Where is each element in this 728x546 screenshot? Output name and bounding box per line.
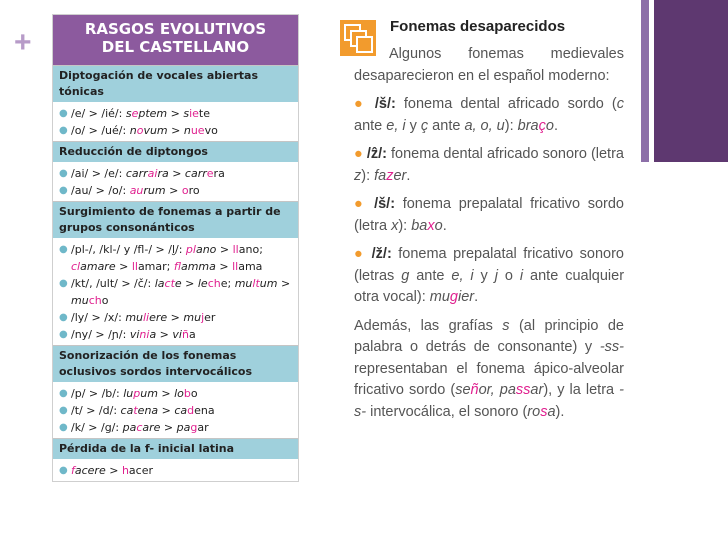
text-run: ch [88, 294, 102, 307]
text-run: ll [232, 260, 239, 273]
text-run: mu [125, 311, 143, 324]
list-item [59, 182, 292, 199]
table-header [53, 15, 298, 65]
text-run: fonema dental africado sonoro (letra [386, 146, 624, 162]
text-run: e > le [174, 277, 208, 290]
text-run: ier [457, 289, 475, 305]
text-run: amare > [80, 260, 132, 273]
text-run: au [129, 184, 144, 197]
text-run: ante [409, 267, 452, 284]
panel-bullet [354, 144, 624, 187]
text-run: pa [122, 421, 137, 434]
text-run: j [201, 311, 205, 324]
text-run: /p/ > /b/: [71, 387, 124, 400]
text-run: ll [232, 243, 239, 256]
text-run: s [125, 107, 132, 120]
text-run: vo [204, 124, 218, 137]
bullet-icon: ● [354, 246, 372, 262]
text-run: ano > [195, 243, 233, 256]
text-run: ue [190, 124, 205, 137]
bullet-icon: ● [354, 146, 367, 162]
panel-bullet [354, 194, 624, 237]
text-run: vi [129, 328, 140, 341]
text-run: . [474, 289, 479, 305]
text-run: i [519, 267, 524, 284]
text-run: se [455, 382, 471, 398]
text-run: d [187, 404, 195, 417]
text-run: ch [207, 277, 221, 290]
section-heading: Reducción de diptongos [53, 141, 298, 162]
text-run: um > lo [140, 387, 184, 400]
text-run: ñ [470, 382, 479, 398]
text-run: bra [517, 117, 539, 134]
text-run: te [198, 107, 210, 120]
text-run: g [190, 421, 198, 434]
text-run: acere > [74, 464, 122, 477]
text-run: n [129, 124, 137, 137]
list-item [59, 309, 292, 326]
decorative-bar-light [641, 0, 649, 162]
text-run: /o/ > /ué/: [71, 124, 130, 137]
text-run: o [434, 217, 443, 234]
bullet-icon: ● [59, 388, 68, 399]
text-run: -ss- [599, 339, 624, 355]
text-run: are > pa [142, 421, 191, 434]
text-run: y [405, 117, 421, 134]
text-run: ): [398, 217, 412, 234]
text-run: representaban el fonema ápico-alveolar fricativo sordo ( [354, 360, 624, 398]
text-run: /t/ > /d/: [71, 404, 121, 417]
bullet-icon: ● [59, 108, 68, 119]
text-run: ll [131, 260, 138, 273]
text-run: /e/ > /ié/: [71, 107, 126, 120]
panel-bullets [354, 94, 624, 309]
text-run: o [101, 294, 109, 307]
item-text [71, 165, 292, 182]
text-run: /ž/: [371, 246, 392, 262]
text-run: lu [123, 387, 134, 400]
section-body [53, 162, 298, 201]
item-text [71, 326, 292, 343]
text-run: x [427, 217, 435, 234]
text-run: a > vi [149, 328, 182, 341]
text-run: /š/: [374, 96, 396, 112]
text-run: /ly/ > /x/: [71, 311, 126, 324]
text-run: . [406, 167, 411, 184]
list-item [59, 326, 292, 343]
list-item [59, 165, 292, 182]
text-run: ): [361, 167, 375, 184]
text-run: e [206, 167, 214, 180]
text-run: ena [194, 404, 215, 417]
text-run: ama [238, 260, 263, 273]
text-run: mu [234, 277, 253, 290]
item-text [71, 402, 292, 419]
bullet-icon: ● [59, 329, 68, 340]
text-run: fonema prepalatal fricativo sordo (letra [354, 196, 624, 234]
table-sections [53, 65, 298, 481]
text-run: cl [71, 260, 81, 273]
text-run: x [391, 217, 399, 234]
text-run: t [133, 404, 138, 417]
text-run: e, i [451, 267, 474, 284]
decorative-bar-dark [654, 0, 728, 162]
text-run: ss [515, 382, 531, 398]
text-run: c [616, 96, 624, 112]
text-run: ), y la letra [543, 382, 620, 398]
text-run: o [497, 267, 520, 284]
text-run: Además, las grafías [354, 317, 503, 334]
text-run: um > mu [71, 277, 291, 307]
text-run: er [204, 311, 216, 324]
text-run: f [71, 464, 75, 477]
section-body [53, 238, 298, 345]
text-run: ere > mu [149, 311, 202, 324]
text-run: ante [354, 117, 387, 134]
item-text [71, 182, 292, 199]
text-run: j [494, 267, 498, 284]
panel-outro [354, 316, 624, 424]
text-run: ni [139, 328, 150, 341]
text-run: g [449, 289, 458, 305]
table-title-line1: RASGOS EVOLUTIVOS [84, 20, 267, 38]
bullet-icon: ● [59, 312, 68, 323]
panel-title: Fonemas desaparecidos [390, 18, 566, 35]
text-run: /ai/ > /e/: [71, 167, 126, 180]
table-title-line2: DEL CASTELLANO [101, 38, 250, 56]
text-run: ). [555, 403, 565, 420]
text-run: /ẑ/: [366, 146, 387, 162]
bullet-icon: ● [59, 125, 68, 136]
text-run: ro [188, 184, 200, 197]
text-run: ca [120, 404, 134, 417]
text-run: fa [374, 167, 387, 184]
plus-decoration: + [14, 26, 32, 59]
text-run: ç [420, 117, 429, 134]
text-run: /š/: [374, 196, 396, 212]
text-run: -s- [354, 382, 624, 420]
list-item [59, 122, 292, 139]
text-run: z [354, 167, 362, 184]
text-run: acer [128, 464, 154, 477]
text-run: lt [252, 277, 260, 290]
section-body [53, 459, 298, 481]
panel-body [354, 44, 624, 430]
text-run: /au/ > /o/: [71, 184, 130, 197]
text-run: ai [147, 167, 158, 180]
text-run: e; [220, 277, 235, 290]
text-run: s [502, 317, 510, 334]
text-run: e [131, 107, 139, 120]
text-run: mu [429, 289, 450, 305]
text-run: a [188, 328, 196, 341]
bullet-icon: ● [59, 168, 68, 179]
panel-bullet [354, 94, 624, 137]
text-run: amar; [137, 260, 174, 273]
text-run: ante [428, 117, 465, 134]
text-run: ano; [238, 243, 263, 256]
text-run: (al principio de palabra o detrás de consonante) y [354, 317, 624, 355]
section-body [53, 102, 298, 141]
text-run: o [136, 124, 144, 137]
item-text [71, 122, 292, 139]
section-heading: Pérdida de la f- inicial latina [53, 438, 298, 459]
text-run: or, pa [478, 382, 516, 398]
text-run: ra [213, 167, 225, 180]
text-run: p [133, 387, 141, 400]
list-item [59, 275, 292, 309]
item-text [71, 309, 292, 326]
text-run: ba [411, 217, 428, 234]
text-run: z [386, 167, 394, 184]
list-item [59, 419, 292, 436]
section-heading: Diptogación de vocales abiertas tónicas [53, 65, 298, 102]
text-run: o [190, 387, 198, 400]
text-run: . [442, 217, 447, 234]
text-run: fl [173, 260, 181, 273]
rasgos-table [52, 14, 299, 482]
item-text [71, 419, 292, 436]
text-run: a [547, 403, 556, 420]
text-run: s [540, 403, 548, 420]
text-run: /kt/, /ult/ > /č/: [71, 277, 155, 290]
text-run: a, o, u [464, 117, 505, 134]
bullet-icon: ● [59, 422, 68, 433]
panel-intro: Algunos fonemas medievales desaparecieron en el español moderno: [354, 46, 624, 84]
text-run: fonema dental africado sordo ( [395, 96, 617, 112]
text-run: ç [538, 117, 546, 134]
text-run: ie [189, 107, 199, 120]
text-run: ): [504, 117, 518, 134]
text-run: ena > ca [137, 404, 188, 417]
text-run: h [121, 464, 129, 477]
bullet-icon: ● [354, 96, 375, 112]
bullet-icon: ● [354, 196, 375, 212]
text-run: vum > n [143, 124, 191, 137]
bullet-icon: ● [59, 465, 68, 476]
bullet-icon: ● [59, 278, 68, 289]
item-text [71, 105, 292, 122]
item-text [71, 385, 292, 402]
text-run: rum > [143, 184, 182, 197]
text-run: ñ [181, 328, 189, 341]
text-run: ar [197, 421, 209, 434]
text-run: /k/ > /g/: [71, 421, 123, 434]
text-run: o [181, 184, 189, 197]
text-run: y [473, 267, 495, 284]
item-text [71, 462, 292, 479]
panel-bullet [354, 244, 624, 309]
text-run: fonema prepalatal fricativo sonoro (letras [354, 246, 624, 284]
text-run: b [183, 387, 191, 400]
section-heading: Sonorización de los fonemas oclusivos sordos intervocálicos [53, 345, 298, 382]
text-run: ar [530, 382, 544, 398]
text-run: amma > [180, 260, 233, 273]
text-run: ante cualquier otra vocal): [354, 267, 625, 305]
text-run: o [545, 117, 554, 134]
list-item [59, 462, 292, 479]
text-run: c [136, 421, 143, 434]
text-run: ct [164, 277, 175, 290]
text-run: er [393, 167, 407, 184]
item-text [71, 241, 292, 275]
section-body [53, 382, 298, 438]
list-item [59, 402, 292, 419]
text-run: ro [527, 403, 541, 420]
bullet-icon: ● [59, 405, 68, 416]
text-run: g [401, 267, 410, 284]
text-run: /ny/ > /ɲ/: [71, 328, 130, 341]
text-run: pl [185, 243, 196, 256]
item-text [71, 275, 292, 309]
text-run: li [143, 311, 150, 324]
section-heading: Surgimiento de fonemas a partir de grupos consonánticos [53, 201, 298, 238]
text-run: . [553, 117, 558, 134]
text-run: ra > carr [157, 167, 207, 180]
list-item [59, 105, 292, 122]
text-run: carr [125, 167, 148, 180]
bullet-icon: ● [59, 185, 68, 196]
list-item [59, 385, 292, 402]
text-run: /pl-/, /kl-/ y /fl-/ > /l̮/: [71, 243, 186, 256]
bullet-icon: ● [59, 244, 68, 255]
text-run: e, i [386, 117, 406, 134]
text-run: intervocálica, el sonoro ( [366, 403, 528, 420]
list-item [59, 241, 292, 275]
text-run: ptem > s [138, 107, 190, 120]
text-run: la [154, 277, 165, 290]
